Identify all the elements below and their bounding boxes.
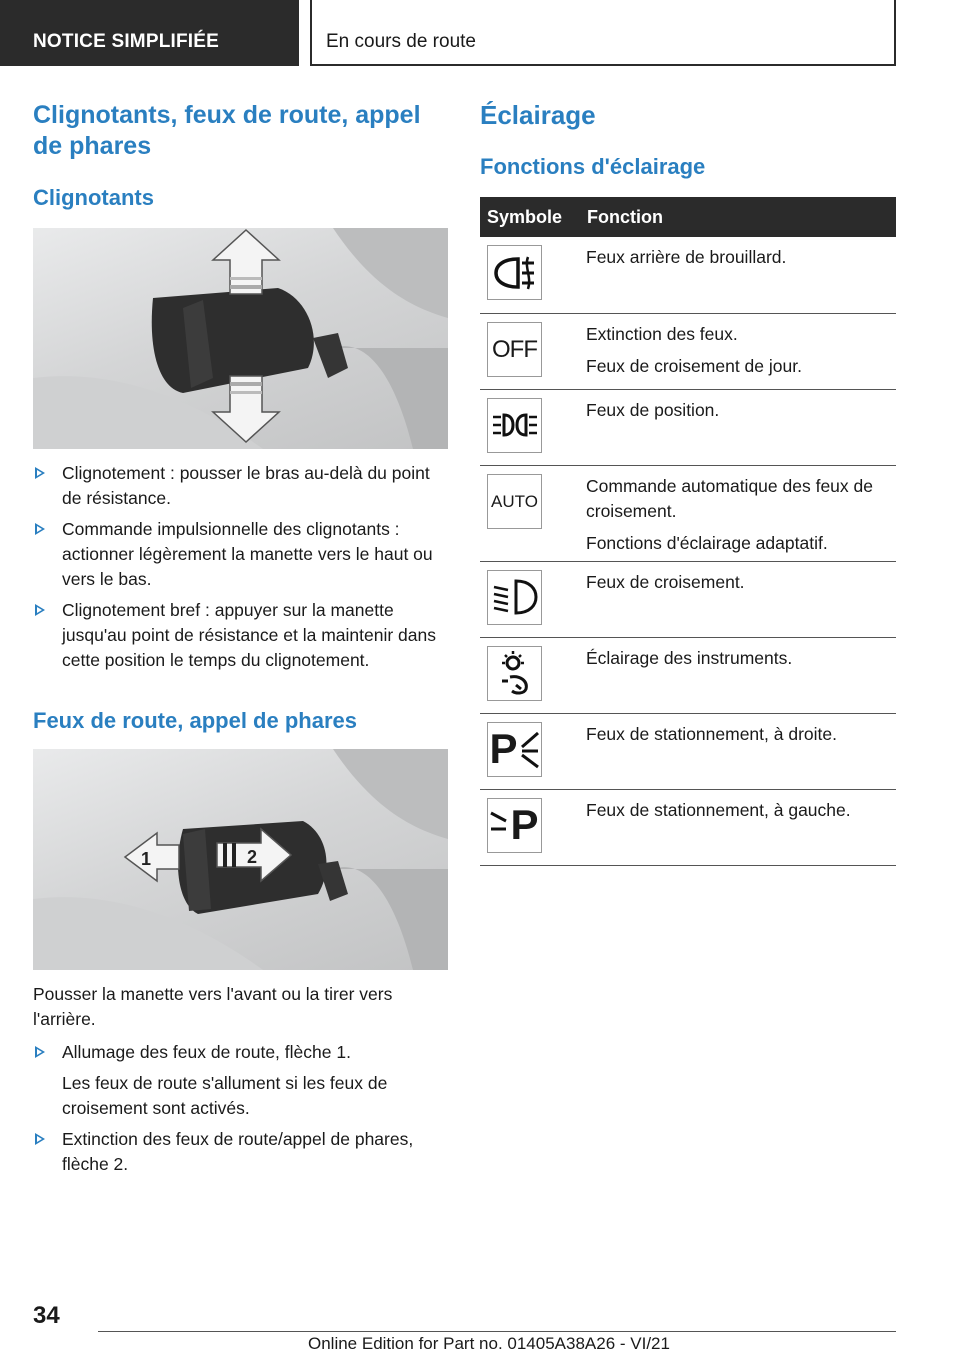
section-title-lighting: Éclairage xyxy=(480,100,596,130)
table-row xyxy=(480,237,896,313)
parking-lights-icon xyxy=(487,398,542,453)
table-row xyxy=(480,713,896,789)
function-text: Feux de stationnement, à droite. xyxy=(586,723,837,744)
parking-light-right-icon: P xyxy=(487,722,542,777)
column-header-symbol: Symbole xyxy=(480,197,580,237)
function-text: Extinction des feux. xyxy=(586,323,738,344)
lighting-functions-table xyxy=(480,197,896,866)
bullet-triangle-icon xyxy=(35,1133,45,1145)
auto-headlights-icon: AUTO xyxy=(487,474,542,529)
list-item-note: Les feux de route s'allument si les feux de croisement sont activés. xyxy=(62,1073,388,1118)
subheading-high-beam: Feux de route, appel de phares xyxy=(33,708,357,733)
header-section-tab xyxy=(0,0,299,66)
high-beam-list xyxy=(33,1040,448,1177)
function-text: Feux de croisement. xyxy=(586,571,745,592)
list-item: Allumage des feux de route, flèche 1. Les feux de route s'allument si les feux de croisement sont activés. xyxy=(33,1040,448,1121)
list-item: Commande impulsionnelle des clignotants : actionner légèrement la manette vers le haut ou vers le bas. xyxy=(33,517,448,592)
table-row xyxy=(480,313,896,389)
table-header-row xyxy=(480,197,896,237)
high-beam-illustration xyxy=(33,749,448,970)
high-beam-intro: Pousser la manette vers l'avant ou la tirer vers l'arrière. xyxy=(33,984,393,1029)
function-text: Commande automatique des feux de croisement. xyxy=(586,475,873,521)
turn-signal-stalk-image xyxy=(33,228,448,449)
arrow-1-label: 1 xyxy=(141,849,152,869)
list-item: Clignotement : pousser le bras au-delà du point de résistance. xyxy=(33,461,448,511)
lights-off-icon: OFF xyxy=(487,322,542,377)
section-title-turn-signals: Clignotants, feux de route, appel de phares xyxy=(33,101,421,160)
left-column xyxy=(33,100,448,1177)
bullet-triangle-icon xyxy=(35,523,45,535)
right-column xyxy=(480,100,896,866)
header-chapter-tab xyxy=(310,0,896,66)
arrow-2-label: 2 xyxy=(247,847,258,867)
header-chapter-label: En cours de route xyxy=(326,31,476,52)
bullet-triangle-icon xyxy=(35,467,45,479)
turn-signal-illustration xyxy=(33,228,448,449)
function-text: Feux de position. xyxy=(586,399,720,420)
subheading-lighting-functions: Fonctions d'éclairage xyxy=(480,154,706,179)
function-text: Feux arrière de brouillard. xyxy=(586,247,787,267)
rear-fog-light-icon xyxy=(487,245,542,300)
subheading-turn-signals: Clignotants xyxy=(33,185,154,210)
table-row xyxy=(480,465,896,561)
footer-edition: Online Edition for Part no. 01405A38A26 - VI/21 xyxy=(308,1334,670,1353)
parking-light-left-icon: P xyxy=(487,798,542,853)
table-row xyxy=(480,561,896,637)
list-item: Extinction des feux de route/appel de phares, flèche 2. xyxy=(33,1127,448,1177)
function-text: Fonctions d'éclairage adaptatif. xyxy=(586,532,828,553)
footer-divider xyxy=(98,1331,896,1332)
bullet-triangle-icon xyxy=(35,1046,45,1058)
function-text: Feux de stationnement, à gauche. xyxy=(586,799,851,820)
column-header-function: Fonction xyxy=(580,197,896,237)
low-beam-icon xyxy=(487,570,542,625)
header-section-label: NOTICE SIMPLIFIÉE xyxy=(33,31,220,52)
turn-signal-list xyxy=(33,461,448,673)
page-number: 34 xyxy=(33,1302,60,1329)
high-beam-stalk-image xyxy=(33,749,448,970)
function-text: Éclairage des instruments. xyxy=(586,647,793,668)
table-row xyxy=(480,637,896,713)
list-item: Clignotement bref : appuyer sur la manette jusqu'au point de résistance et la maintenir dans cette position le temps du clignotement. xyxy=(33,598,448,673)
function-text: Feux de croisement de jour. xyxy=(586,355,802,376)
bullet-triangle-icon xyxy=(35,604,45,616)
table-row xyxy=(480,789,896,865)
table-row xyxy=(480,389,896,465)
instrument-lighting-icon xyxy=(487,646,542,701)
